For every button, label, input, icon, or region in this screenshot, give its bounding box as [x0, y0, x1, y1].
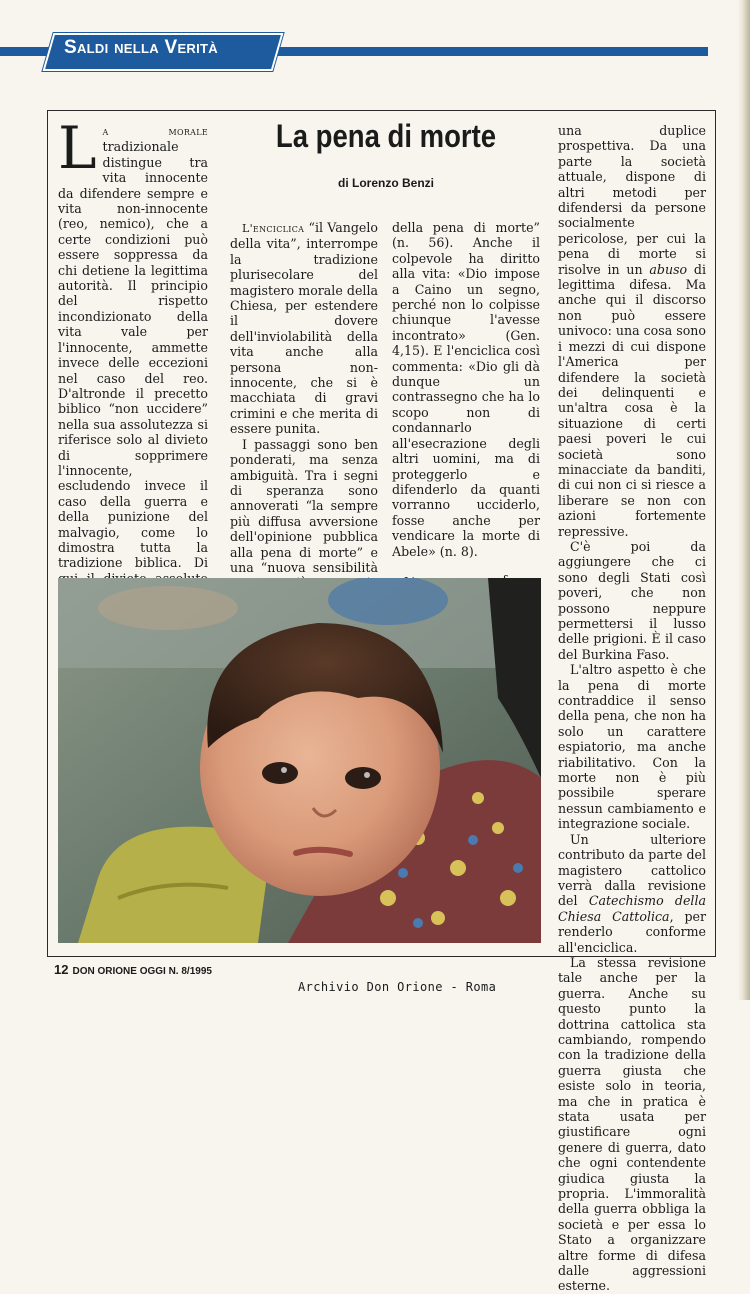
child-photo-illustration — [58, 578, 541, 943]
emphasis: Catechismo della Chiesa Cattolica — [558, 893, 706, 924]
paragraph: I passaggi sono ben ponderati, ma senza ambiguità. Tra i segni di speranza sono annoverati “la sempre più diffusa avversione dell'opinione pubblica alla pena di morte” e una “nuova sensibilità — [230, 436, 378, 575]
magazine-issue: DON ORIONE OGGI N. 8/1995 — [72, 966, 212, 977]
emphasis: abuso — [649, 261, 688, 277]
page-number: 12 — [54, 962, 69, 977]
lead-words: a morale — [102, 125, 208, 138]
article-byline: di Lorenzo Benzi — [338, 176, 434, 190]
column-1-text: tradizionale distingue tra vita innocente da difendere sempre e vita non-innocente (reo, nemico), che a certe condizioni può essere soppressa da chi detiene la legittima autorità. Il principio del rispetto incondizionato della vita vale per l'innocente, ammette invece delle eccezioni nel caso del reo. D'altronde il precetto biblico “non uccidere” nella sua assolutezza si riferisce solo al divieto di sopprimere l'innocente, escludendo invece il caso della guerra e della punizione del malvagio, come lo dimostra tutta la tradizione biblica. Di — [58, 139, 208, 571]
page-edge-shadow — [738, 0, 750, 1000]
paragraph: La stessa revisione tale anche per la guerra. Anche su questo punto la dottrina cattolica sta cambiando, rompendo con la tradizione della guerra giusta che esiste solo in teoria, ma che in pratica è stata usata per giustificare ogni genere di guerra, dato che ogni contendente giudica giusta la propria. L'immoralità della guerra obbliga la società e per essa lo Stato a organizzare altre forme di difesa dalle aggressioni esterne. — [558, 954, 706, 1294]
drop-cap: L — [58, 114, 97, 182]
paragraph: “il Vangelo della vita”, interrompe la tradizione plurisecolare del magistero morale della Chiesa, per estendere il dovere dell'inviolabilità della vita anche alla persona non-innocente, che si è macchiata di gravi crimini e che merita di essere punita. — [230, 220, 378, 437]
paragraph: della pena di morte” (n. 56). Anche il colpevole ha diritto alla vita: «Dio impose a Caino un segno, perché non lo colpisse chiunque l'avesse incontrato» (Gen. 4,15). E l'enciclica così commenta: «Dio gli dà dunque un contrassegno che ha lo scopo non di condannarlo all'esecrazione degli altri uomini, ma di proteggerlo e difenderlo da quanti vorranno ucciderlo, fosse anche per vendicare la morte di Abele» (n. 8). — [392, 220, 540, 559]
page-footer — [54, 962, 212, 977]
archive-credit: Archivio Don Orione - Roma — [298, 980, 497, 994]
column-4 — [558, 123, 706, 1294]
article-title: La pena di morte — [275, 118, 497, 154]
text-run: di legittima difesa. Ma anche qui il discorso non può essere univoco: una cosa sono i mezzi di cui dispone l'America per difendere la società dei delinquenti e un'altra cosa è la situazione di certi paesi poveri le cui società sono minacciate da banditi, di cui non ci si riesce a liberare se non con azioni fortemente repressive. — [558, 261, 706, 539]
paragraph: C'è poi da aggiungere che ci sono degli Stati così poveri, che non possono neppure permettersi il lusso delle prigioni. È il caso del Burkina Faso. — [558, 538, 706, 662]
lead-words: L'enciclica — [242, 222, 305, 235]
text-run: una duplice prospettiva. Da una parte la società attuale, dispone di altri metodi per difendersi da persone socialmente pericolose, per cui la pena di morte si risolve in un — [558, 123, 706, 277]
child-photo — [58, 578, 541, 943]
text-run: , per renderlo conforme all'enciclica. — [558, 908, 706, 955]
section-title: Saldi nella Verità — [64, 37, 218, 58]
paragraph: L'altro aspetto è che la pena di morte contraddice il senso della pena, che non ha solo un carattere espiatorio, ma anche riabilitativo. Con la morte non è più possibile sperare nessun cambiamento e integrazione sociale. — [558, 662, 706, 832]
text-run: Un ulteriore contributo da parte del magistero cattolico verrà dalla revisione del — [558, 831, 706, 909]
